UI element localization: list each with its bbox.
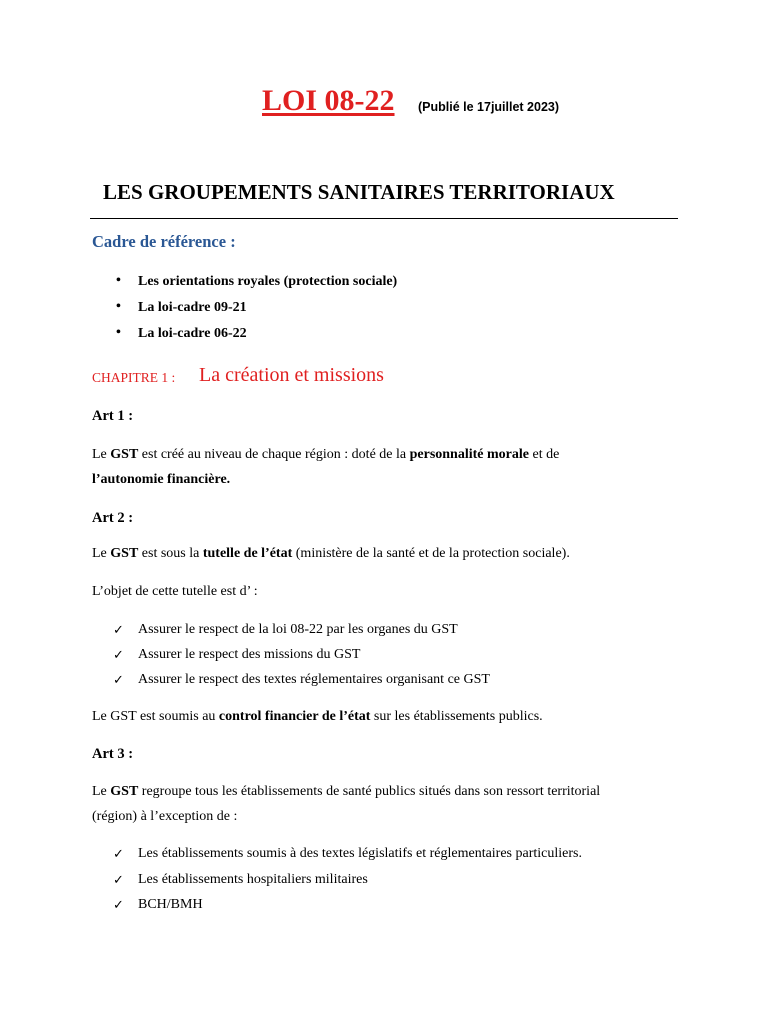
document-title: LES GROUPEMENTS SANITAIRES TERRITORIAUX: [103, 180, 615, 204]
checkmark-icon: ✓: [113, 647, 124, 662]
checkmark-icon: ✓: [113, 622, 124, 637]
title-divider: [90, 218, 678, 219]
art1-heading: Art 1 :: [92, 408, 134, 424]
check-item: Les établissements hospitaliers militaires: [138, 872, 368, 887]
text-run-bold: GST: [110, 447, 139, 462]
checkmark-icon: ✓: [113, 672, 124, 687]
text-run: est sous la: [138, 546, 203, 561]
law-title: LOI 08-22: [262, 84, 395, 117]
text-run: et de: [528, 447, 560, 462]
checkmark-icon: ✓: [113, 846, 124, 861]
check-item: Assurer le respect de la loi 08-22 par les organes du GST: [138, 622, 458, 637]
art2-control-paragraph: [92, 709, 543, 725]
art3-paragraph-cont: (région) à l’exception de :: [92, 809, 238, 824]
text-run-bold: GST: [110, 546, 139, 561]
art3-paragraph: [92, 784, 600, 800]
check-item: Assurer le respect des textes réglementaires organisant ce GST: [138, 672, 490, 687]
text-run: Le: [92, 546, 111, 561]
publication-date: (Publié le 17juillet 2023): [418, 100, 560, 114]
art2-heading: Art 2 :: [92, 510, 134, 526]
text-run: (ministère de la santé et de la protection sociale).: [292, 546, 570, 561]
text-run-bold: GST: [110, 784, 139, 799]
cadre-item: La loi-cadre 06-22: [138, 326, 247, 341]
text-run-bold: tutelle de l’état: [202, 546, 293, 561]
check-item: Les établissements soumis à des textes législatifs et réglementaires particuliers.: [138, 846, 582, 861]
text-run: est créé au niveau de chaque région : doté de la: [138, 447, 410, 462]
check-item: Assurer le respect des missions du GST: [138, 647, 361, 662]
bullet-icon: •: [116, 325, 121, 340]
art1-paragraph: [92, 447, 559, 463]
cadre-item: Les orientations royales (protection sociale): [138, 274, 398, 289]
art2-paragraph: [92, 546, 570, 562]
cadre-item: La loi-cadre 09-21: [138, 300, 247, 315]
checkmark-icon: ✓: [113, 897, 124, 912]
bullet-icon: •: [116, 299, 121, 314]
cadre-heading: Cadre de référence :: [92, 232, 236, 251]
chapter-title: La création et missions: [199, 364, 384, 386]
text-run: Le GST est soumis au: [92, 709, 219, 724]
art1-paragraph-cont: l’autonomie financière.: [92, 472, 231, 487]
text-run: Le: [92, 784, 111, 799]
text-run-bold: control financier de l’état: [218, 709, 371, 724]
text-run: regroupe tous les établissements de santé publics situés dans son ressort territorial: [138, 784, 601, 799]
art3-heading: Art 3 :: [92, 746, 134, 762]
checkmark-icon: ✓: [113, 872, 124, 887]
text-run-bold: personnalité morale: [409, 447, 529, 462]
art2-tutelle-intro: L’objet de cette tutelle est d’ :: [92, 584, 258, 599]
text-run: sur les établissements publics.: [370, 709, 543, 724]
check-item: BCH/BMH: [138, 897, 203, 912]
text-run: Le: [92, 447, 111, 462]
bullet-icon: •: [116, 273, 121, 288]
chapter-prefix: CHAPITRE 1 :: [92, 370, 176, 385]
